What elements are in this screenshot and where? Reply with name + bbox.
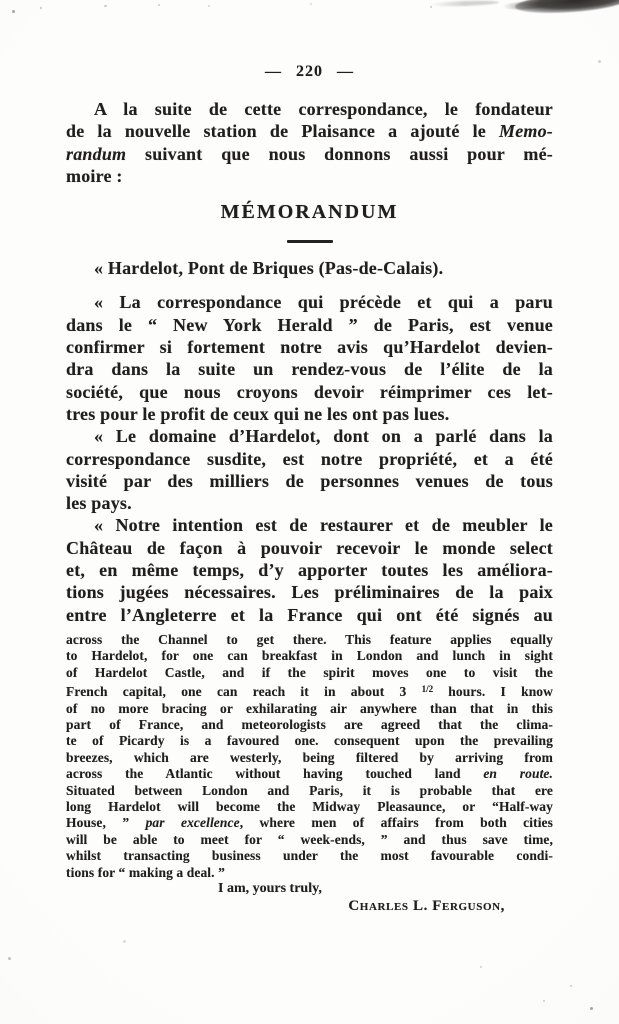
text-line: « Le domaine d’Hardelot, dont on a parlé dans la <box>94 426 553 447</box>
text-line: Château de façon à pouvoir recevoir le monde select <box>66 537 553 558</box>
text-line: « La correspondance qui précède et qui a paru <box>94 292 553 313</box>
text-run: hours. I know <box>433 684 553 700</box>
text-line <box>66 120 553 142</box>
text-run: French capital, one can reach it in about 3 <box>66 684 422 700</box>
text-line: entre l’Angleterre et la France qui ont été signés au <box>66 604 553 625</box>
footnote-line: te of Picardy is a favoured one. consequent upon the prevailing <box>66 733 553 749</box>
footnote-line: breezes, which are westerly, being filtered by arriving from <box>66 749 553 765</box>
letter-closing: I am, yours truly, <box>218 881 322 897</box>
memorandum-title: MÉMORANDUM <box>220 201 399 224</box>
text-line: les pays. <box>66 493 132 514</box>
scan-speck <box>12 10 15 13</box>
text-line <box>66 143 553 165</box>
footnote-line <box>66 681 553 700</box>
scan-speck <box>543 1000 545 1002</box>
title-rule <box>287 240 333 243</box>
text-line: dans le “ New York Herald ” de Paris, est venue <box>66 314 553 335</box>
text-line: société, que nous croyons devoir réimprimer ces let- <box>66 381 553 402</box>
text-run: , where men of affairs from both cities <box>239 815 554 831</box>
text-run: across the Atlantic without having touched land <box>66 766 484 782</box>
scan-speck <box>123 940 126 943</box>
footnote-line: across the Channel to get there. This feature applies equally <box>66 631 553 647</box>
text-run: de la nouvelle station de Plaisance a ajouté le <box>66 121 499 142</box>
footnote-line: of no more bracing or exhilarating air anywhere than that in this <box>66 700 553 716</box>
text-line: tres pour le profit de ceux qui ne les ont pas lues. <box>66 403 450 424</box>
text-line: confirmer si fortement notre avis qu’Hardelot devien- <box>66 337 553 358</box>
memo-paragraph-2 <box>66 425 553 514</box>
memo-paragraph-1 <box>66 291 553 425</box>
footnote-line <box>66 766 553 782</box>
scan-speck <box>598 60 601 63</box>
text-run-italic: Memo- <box>499 121 553 142</box>
text-run-italic: randum <box>66 143 127 164</box>
footnote-line: whilst transacting business under the most favourable condi- <box>66 848 553 864</box>
text-run: House, ” <box>66 815 146 831</box>
text-line: A la suite de cette correspondance, le fondateur <box>94 99 553 119</box>
footnote-line: long Hardelot will become the Midway Pleasaunce, or “Half-way <box>66 799 553 814</box>
text-column <box>66 0 553 914</box>
footnote-line: of Hardelot Castle, and if the spirit moves one to visit the <box>66 664 553 680</box>
footnote-line: will be able to meet for “ week-ends, ” and thus save time, <box>66 831 553 847</box>
scan-speck <box>8 957 11 960</box>
footnote-line: part of France, and meteorologists are agreed that the clima- <box>66 716 553 732</box>
text-run-italic: par excellence <box>145 815 240 831</box>
text-line: « Notre intention est de restaurer et de meubler le <box>94 515 553 536</box>
text-line: moire : <box>66 165 123 186</box>
text-line: visité par des milliers de personnes venues de tous <box>66 470 553 491</box>
text-line: et, en même temps, d’y apporter toutes les améliora- <box>66 560 553 581</box>
footnote <box>66 632 553 914</box>
scan-speck <box>40 7 42 9</box>
scan-speck <box>570 985 572 987</box>
page-number: — 220 — <box>265 63 354 80</box>
scan-speck <box>480 966 482 968</box>
text-line: correspondance susdite, est notre propriété, et a été <box>66 448 553 469</box>
text-run: suivant que nous donnons aussi pour mé- <box>126 143 553 164</box>
scan-speck <box>590 1007 593 1010</box>
memo-paragraph-3 <box>66 514 553 625</box>
text-run-italic: en route. <box>483 766 553 782</box>
fraction-superscript: 1/2 <box>421 684 434 695</box>
signature: Charles L. Ferguson, <box>348 897 505 914</box>
text-line: dra dans la suite un rendez-vous de l’élite de la <box>66 359 553 380</box>
address-line: « Hardelot, Pont de Briques (Pas-de-Calais). <box>94 258 444 279</box>
footnote-line <box>66 815 553 831</box>
intro-paragraph <box>66 98 553 187</box>
footnote-line: tions for “ making a deal. ” <box>66 864 225 880</box>
footnote-line: to Hardelot, for one can breakfast in London and lunch in sight <box>66 648 553 664</box>
text-line: tions jugées nécessaires. Les préliminaires de la paix <box>66 582 553 603</box>
footnote-line: Situated between London and Paris, it is probable that ere <box>66 782 553 798</box>
